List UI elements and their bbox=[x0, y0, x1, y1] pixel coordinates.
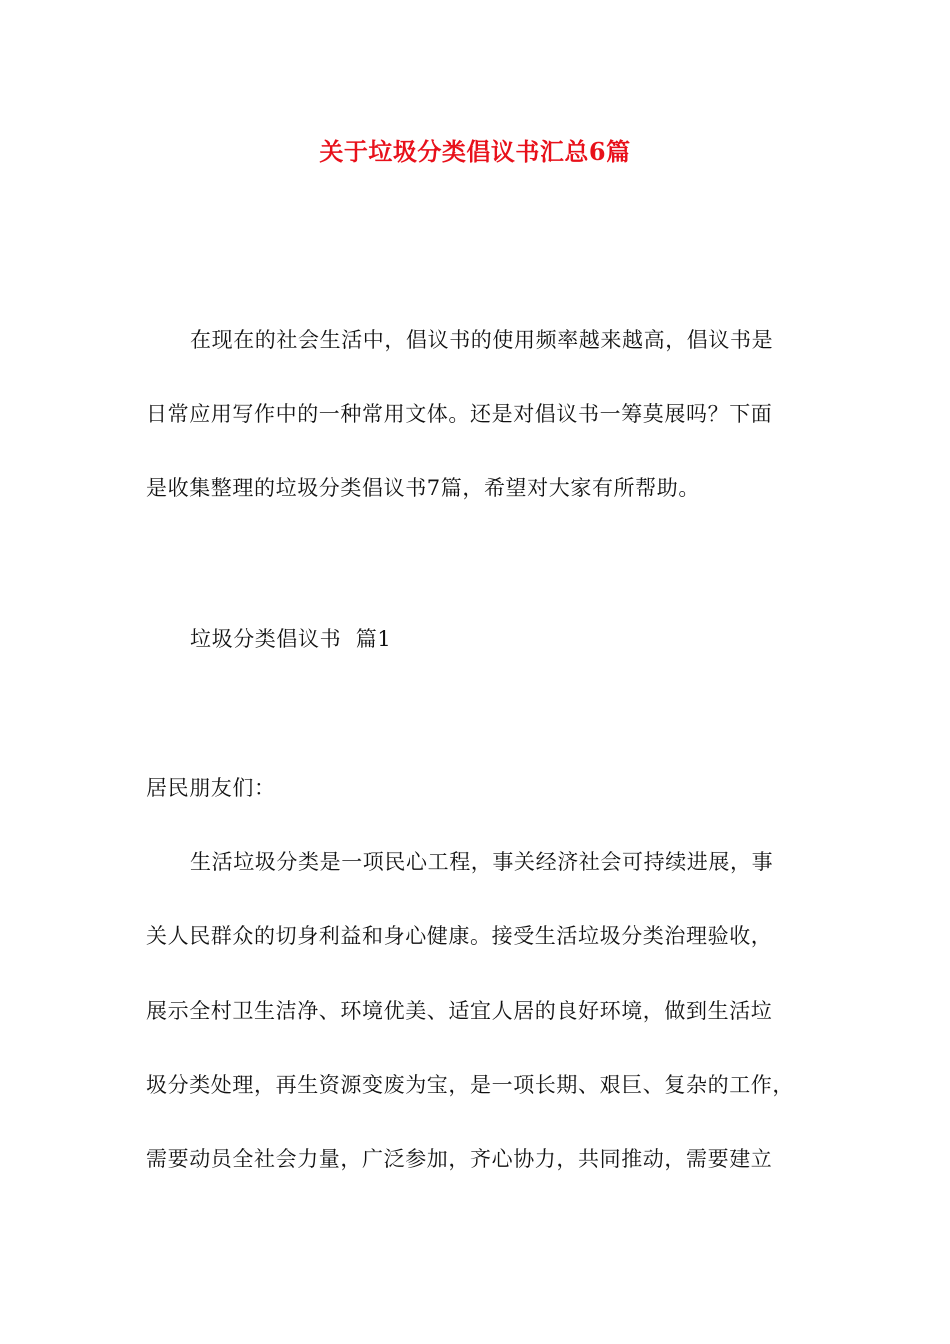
document-title: 关于垃圾分类倡议书汇总6篇 bbox=[319, 137, 631, 166]
section-heading: 垃圾分类倡议书 篇1 bbox=[190, 627, 392, 651]
intro-line-2: 日常应用写作中的一种常用文体。还是对倡议书一筹莫展吗？下面 bbox=[146, 402, 773, 426]
salutation: 居民朋友们： bbox=[146, 776, 276, 800]
intro-line-3: 是收集整理的垃圾分类倡议书7篇，希望对大家有所帮助。 bbox=[146, 476, 700, 500]
body-line-5: 需要动员全社会力量，广泛参加，齐心协力，共同推动，需要建立 bbox=[146, 1147, 773, 1171]
body-line-4: 圾分类处理，再生资源变废为宝，是一项长期、艰巨、复杂的工作， bbox=[146, 1073, 794, 1097]
body-line-1: 生活垃圾分类是一项民心工程，事关经济社会可持续进展，事 bbox=[190, 850, 774, 874]
body-line-3: 展示全村卫生洁净、环境优美、适宜人居的良好环境，做到生活垃 bbox=[146, 999, 773, 1023]
body-line-2: 关人民群众的切身利益和身心健康。接受生活垃圾分类治理验收， bbox=[146, 924, 773, 948]
intro-line-1: 在现在的社会生活中，倡议书的使用频率越来越高，倡议书是 bbox=[190, 328, 774, 352]
